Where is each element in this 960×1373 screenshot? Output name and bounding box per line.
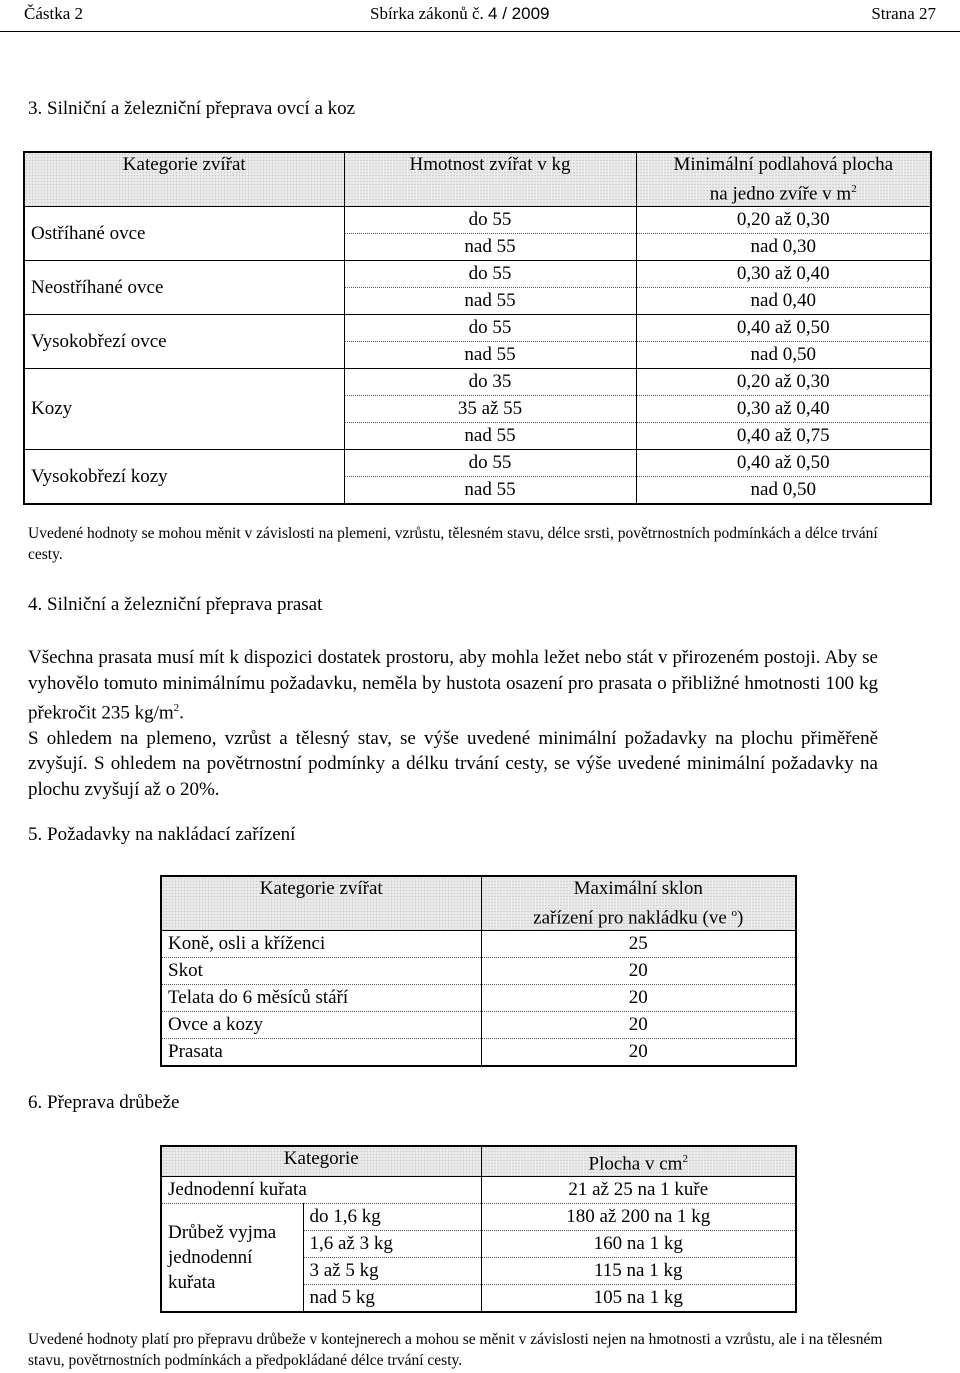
column-header-weight: Hmotnost zvířat v kg xyxy=(344,152,636,207)
area-cell: nad 0,50 xyxy=(750,479,816,501)
weight-cell: do 55 xyxy=(344,450,636,477)
superscript: 2 xyxy=(173,702,180,714)
weight-cell: nad 55 xyxy=(344,288,636,315)
section-6-note: Uvedené hodnoty platí pro přepravu drůbeže v kontejnerech a mohou se měnit v závislosti nejen na hmotnosti a vzrůstu, ale i na tělesném stavu, povětrnostních podmínkách a předpokládané délce trvání cesty. xyxy=(28,1331,883,1369)
table-row xyxy=(24,450,931,477)
slope-cell: 20 xyxy=(481,1012,796,1039)
area-cell: nad 0,30 xyxy=(636,234,931,261)
table-row xyxy=(24,369,931,396)
area-cell: 0,30 až 0,40 xyxy=(636,396,931,423)
area-cell: 180 až 200 na 1 kg xyxy=(481,1204,796,1231)
weight-cell: 3 až 5 kg xyxy=(303,1258,481,1285)
weight-cell: do 55 xyxy=(344,315,636,342)
header-collection-number: 4 / 2009 xyxy=(488,4,550,23)
table-header-row xyxy=(161,1146,796,1177)
category-cell: Skot xyxy=(161,958,481,985)
weight-cell: 35 až 55 xyxy=(344,396,636,423)
area-cell: nad 0,40 xyxy=(636,288,931,315)
column-header-area-label: Plocha v cm xyxy=(588,1153,683,1175)
table-row xyxy=(24,315,931,342)
category-cell: Drůbež vyjma jednodenní kuřata xyxy=(161,1204,303,1312)
table-row xyxy=(161,931,796,958)
area-cell: 0,40 až 0,50 xyxy=(636,450,931,477)
column-header-max-slope xyxy=(481,876,796,931)
table-header-row xyxy=(24,152,931,207)
weight-cell: do 1,6 kg xyxy=(303,1204,481,1231)
slope-cell: 20 xyxy=(481,958,796,985)
table-row xyxy=(161,985,796,1012)
sheep-goat-table xyxy=(23,151,932,505)
table-row xyxy=(161,1177,796,1204)
column-header-min-area-line2: na jedno zvíře v m xyxy=(709,183,852,205)
column-header-category: Kategorie zvířat xyxy=(24,152,344,207)
header-page: Strana 27 xyxy=(871,4,936,23)
category-cell: Vysokobřezí ovce xyxy=(24,315,344,369)
superscript: 2 xyxy=(851,183,857,195)
section-5-title: 5. Požadavky na nakládací zařízení xyxy=(28,824,296,845)
superscript: o xyxy=(731,907,738,919)
category-cell: Vysokobřezí kozy xyxy=(24,450,344,504)
category-cell: Prasata xyxy=(161,1039,481,1066)
column-header-category: Kategorie zvířat xyxy=(161,876,481,931)
weight-cell: nad 55 xyxy=(344,477,636,504)
page-header xyxy=(0,0,960,32)
weight-cell: do 55 xyxy=(344,207,636,234)
category-cell: Koně, osli a kříženci xyxy=(161,931,481,958)
category-cell: Neostříhané ovce xyxy=(24,261,344,315)
table-row xyxy=(161,1012,796,1039)
weight-cell: nad 5 kg xyxy=(303,1285,481,1312)
table-row xyxy=(24,207,931,234)
column-header-max-slope-line1: Maximální sklon xyxy=(573,878,703,899)
category-cell: Ostříhané ovce xyxy=(24,207,344,261)
paragraph-end: . xyxy=(179,702,184,724)
weight-cell: do 55 xyxy=(344,261,636,288)
column-header-category: Kategorie xyxy=(161,1146,481,1177)
slope-cell: 20 xyxy=(481,985,796,1012)
area-cell: 0,20 až 0,30 xyxy=(636,369,931,396)
table-row xyxy=(161,1039,796,1066)
section-3-note: Uvedené hodnoty se mohou měnit v závislosti na plemeni, vzrůstu, tělesném stavu, délce srsti, povětrnostních podmínkách a délce trvání cesty. xyxy=(28,525,878,563)
column-header-min-area-line1: Minimální podlahová plocha xyxy=(673,154,893,175)
area-cell: 0,40 až 0,50 xyxy=(636,315,931,342)
area-cell: 0,40 až 0,75 xyxy=(636,423,931,450)
column-header-max-slope-end: ) xyxy=(737,907,744,929)
table-row xyxy=(161,1204,796,1231)
area-cell: nad 0,50 xyxy=(636,342,931,369)
section-4-text xyxy=(28,645,878,802)
category-cell: Kozy xyxy=(24,369,344,450)
weight-cell: 1,6 až 3 kg xyxy=(303,1231,481,1258)
section-6-title: 6. Přeprava drůbeže xyxy=(28,1092,180,1113)
loading-slope-table xyxy=(160,875,797,1067)
header-collection-prefix: Sbírka zákonů č. xyxy=(370,4,484,23)
paragraph: S ohledem na plemeno, vzrůst a tělesný stav, se výše uvedené minimální požadavky na plochu přiměřeně zvyšují. S ohledem na povětrnostní podmínky a délku trvání cesty, se výše uvedené minimální požadavky na plochu zvyšují až o 20%. xyxy=(28,727,878,800)
header-part: Částka 2 xyxy=(24,4,84,23)
area-cell: 160 na 1 kg xyxy=(481,1231,796,1258)
table-row xyxy=(161,958,796,985)
weight-cell: nad 55 xyxy=(344,423,636,450)
column-header-area xyxy=(481,1146,796,1177)
category-cell: Telata do 6 měsíců stáří xyxy=(161,985,481,1012)
weight-cell: nad 55 xyxy=(344,234,636,261)
superscript: 2 xyxy=(682,1153,688,1165)
weight-cell: do 35 xyxy=(344,369,636,396)
paragraph-text: Všechna prasata musí mít k dispozici dostatek prostoru, aby mohla ležet nebo stát v přirozeném postoji. Aby se vyhovělo tomuto minimálnímu požadavku, neměla by hustota osazení pro prasata o přibližné hmotnosti 100 kg překročit 235 kg/m xyxy=(28,647,878,724)
table-header-row xyxy=(161,876,796,931)
column-header-min-area xyxy=(636,152,931,207)
column-header-max-slope-line2: zařízení pro nakládku (ve xyxy=(533,907,732,929)
weight-cell: nad 55 xyxy=(344,342,636,369)
header-collection xyxy=(370,4,549,24)
category-cell: Ovce a kozy xyxy=(161,1012,481,1039)
poultry-table xyxy=(160,1145,797,1313)
category-cell: Jednodenní kuřata xyxy=(161,1177,481,1204)
area-cell: 21 až 25 na 1 kuře xyxy=(481,1177,796,1204)
table-row xyxy=(24,261,931,288)
area-cell: 0,20 až 0,30 xyxy=(636,207,931,234)
slope-cell: 25 xyxy=(481,931,796,958)
area-cell: 105 na 1 kg xyxy=(593,1287,683,1309)
area-cell: 0,30 až 0,40 xyxy=(636,261,931,288)
section-3-title: 3. Silniční a železniční přeprava ovcí a koz xyxy=(28,98,356,119)
paragraph xyxy=(28,645,878,726)
section-4-title: 4. Silniční a železniční přeprava prasat xyxy=(28,594,323,615)
slope-cell: 20 xyxy=(628,1041,648,1063)
area-cell: 115 na 1 kg xyxy=(481,1258,796,1285)
